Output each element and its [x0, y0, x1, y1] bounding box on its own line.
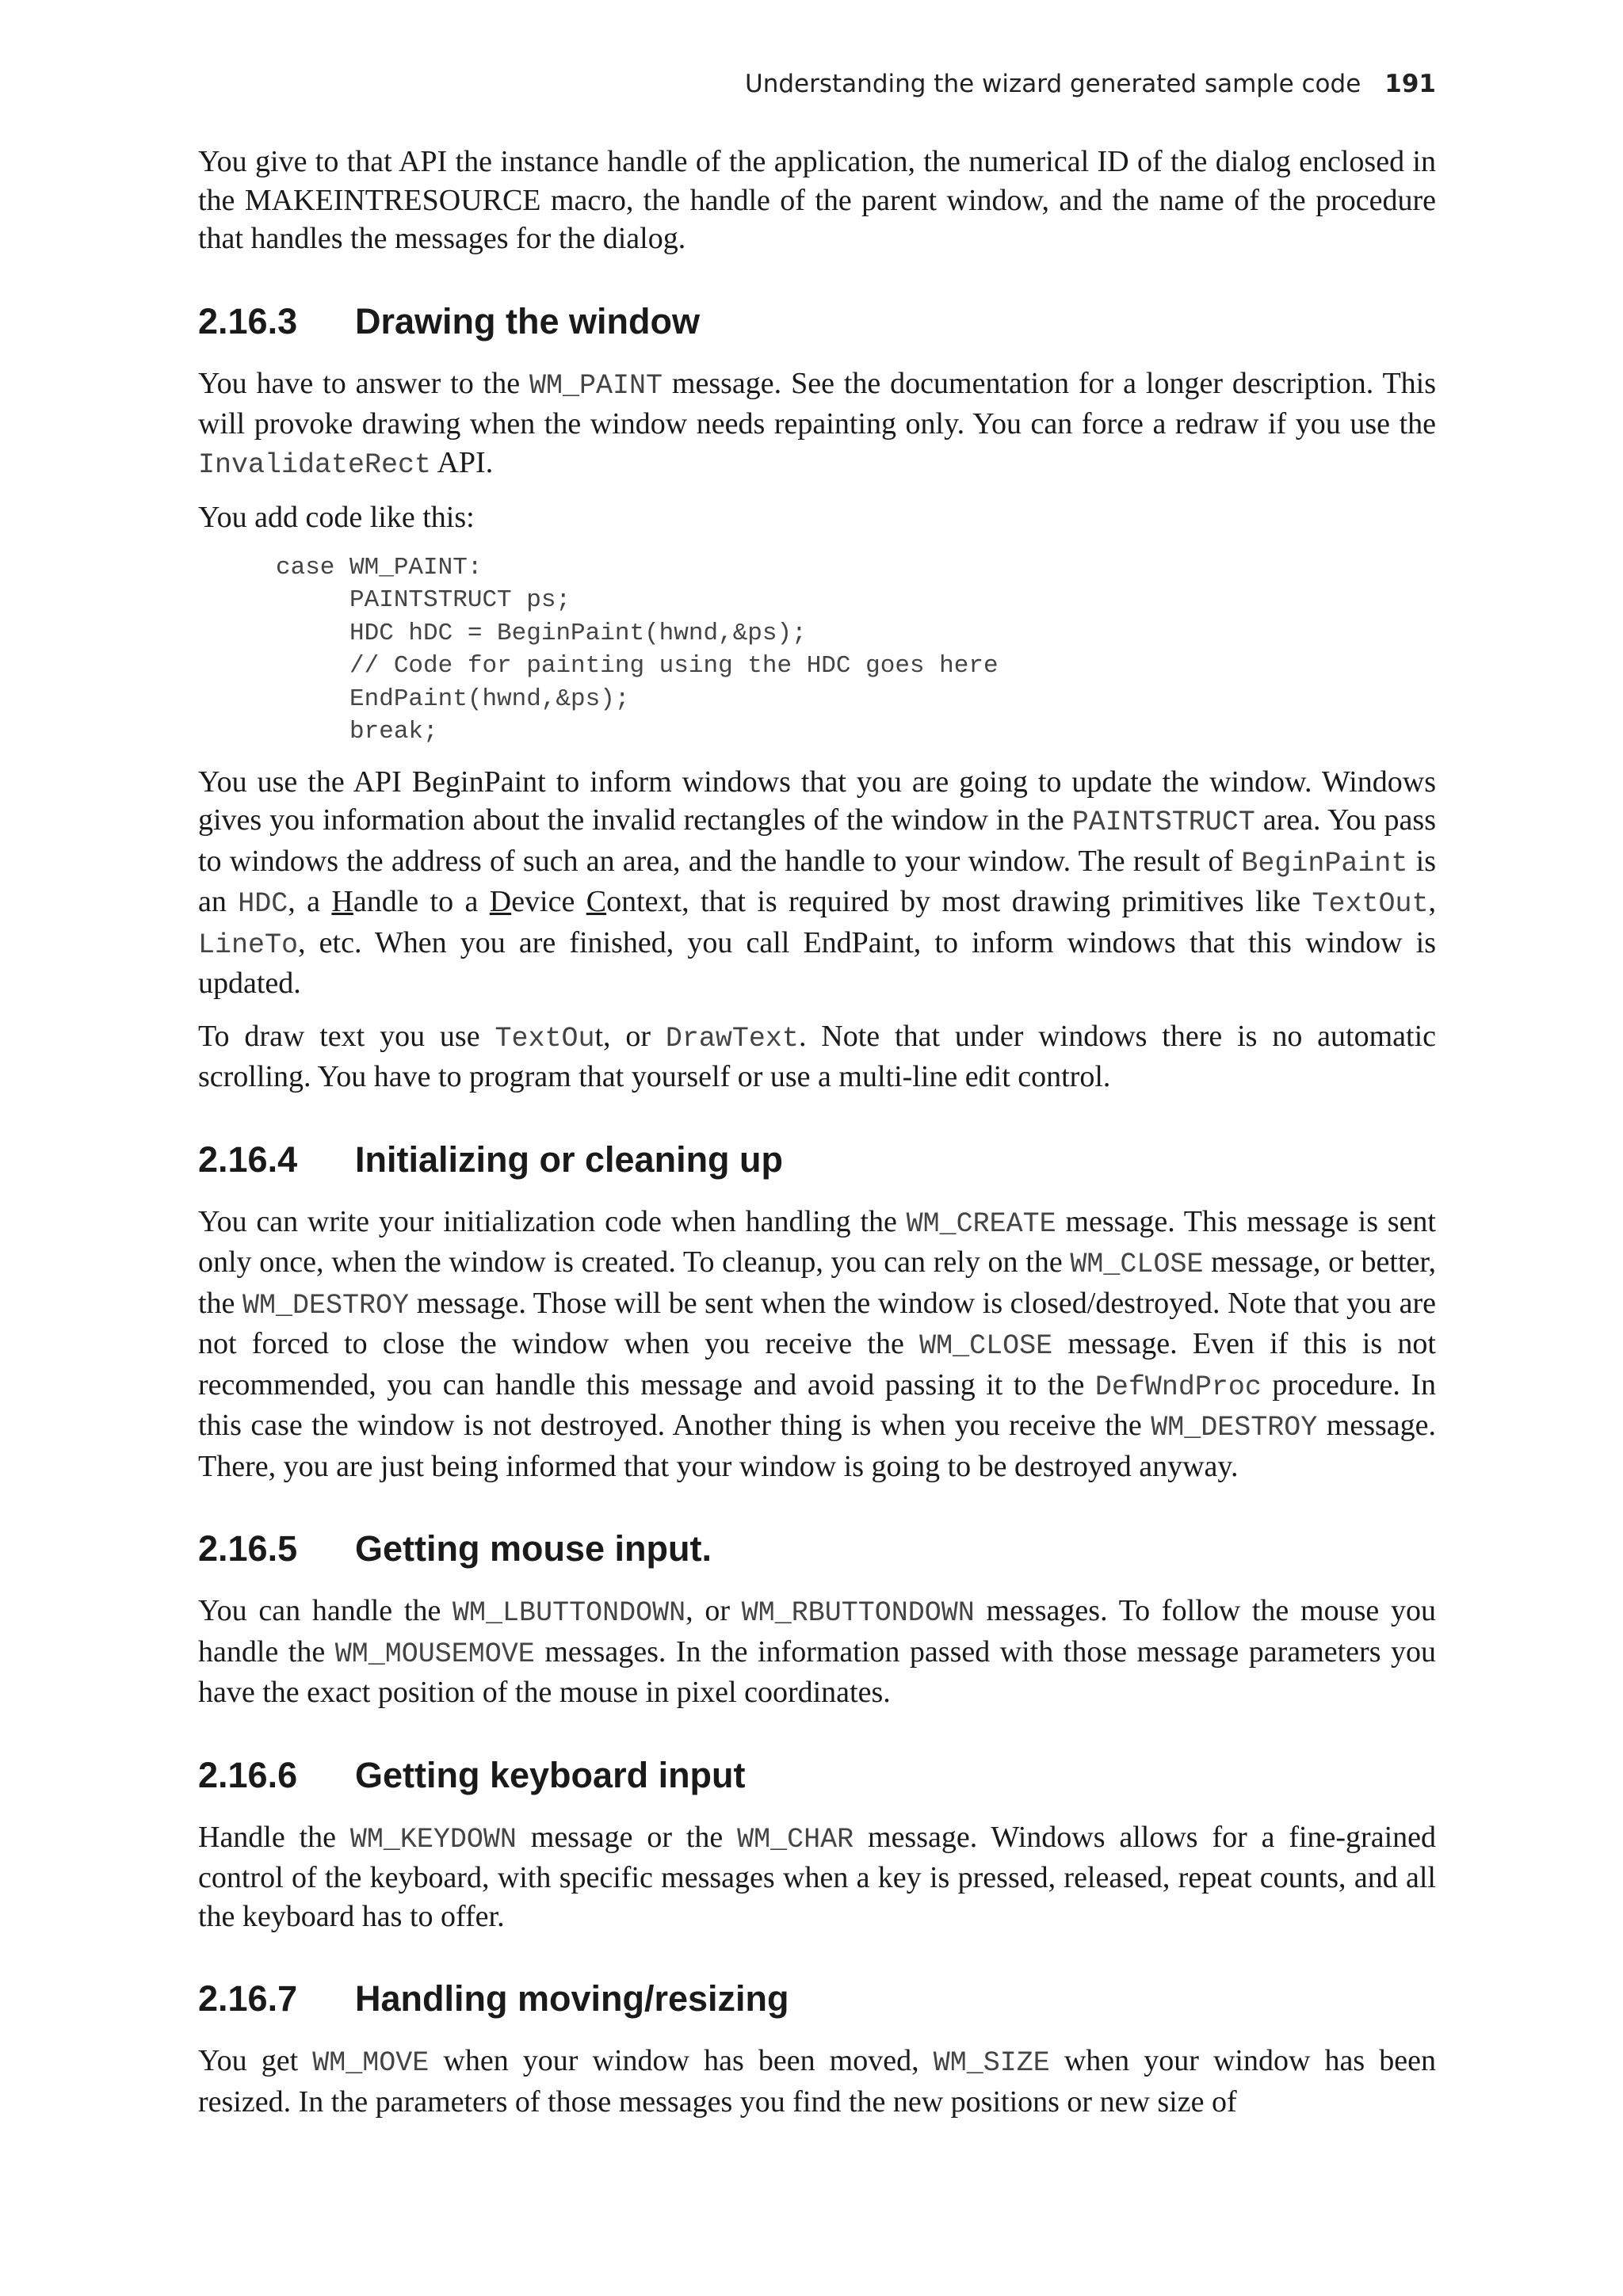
text-run: message. There, you are just being informed that your window is going to be destroyed anyway. — [198, 1409, 1437, 1483]
underlined-letter: C — [586, 885, 607, 918]
paragraph — [198, 1203, 1436, 1486]
text-run: when your window has been moved, — [429, 2044, 934, 2077]
paragraph — [198, 364, 1436, 485]
text-run: , — [1428, 885, 1436, 918]
inline-code: WM_RBUTTONDOWN — [741, 1597, 975, 1629]
text-run: evice — [511, 885, 586, 918]
text-run: message or the — [516, 1820, 738, 1854]
text-run: You use the API BeginPaint to inform windows that you are going to update the window. Windows gives you information about the invalid rectangles of the window in the — [198, 765, 1436, 837]
text-run: messages. To follow the mouse you handle the — [198, 1594, 1436, 1669]
section-number: 2.16.5 — [198, 1528, 298, 1569]
paragraph — [198, 1017, 1436, 1097]
inline-code: LineTo — [198, 929, 299, 961]
text-run: procedure. In this case the window is not destroyed. Another thing is when you receive the — [198, 1367, 1436, 1442]
text-run: , etc. When you are finished, you call EndPaint, to inform windows that this window is updated. — [198, 925, 1436, 1000]
paragraph: You add code like this: — [198, 501, 475, 534]
inline-code: WM_MOVE — [312, 2047, 430, 2079]
inline-code: WM_PAINT — [529, 369, 663, 402]
text-run: message. See the documentation for a longer description. This will provoke drawing when the window needs repainting only. You can force a redraw if you use the — [198, 366, 1437, 441]
text-run: andle to a — [353, 885, 490, 918]
section-heading-keyboard-input — [198, 1753, 1436, 1798]
inline-code: HDC — [238, 888, 288, 920]
paragraph — [198, 1818, 1436, 1936]
inline-code: WM_CREATE — [906, 1207, 1056, 1240]
code-block — [276, 551, 1436, 749]
code-line: // Code for painting using the HDC goes here — [276, 652, 999, 680]
intro-paragraph: You give to that API the instance handle of the application, the numerical ID of the dialog enclosed in the MAKEINTRESOURCE macro, the handle of the parent window, and the name of the procedure that handles the messages for the dialog. — [198, 145, 1436, 255]
running-title: Understanding the wizard generated sample code — [745, 70, 1361, 98]
inline-code: WM_DESTROY — [242, 1289, 410, 1322]
inline-code: WM_DESTROY — [1151, 1412, 1318, 1444]
text-run: when your window has been resized. In the parameters of those messages you find the new positions or new size of — [198, 2044, 1437, 2119]
section-title: Getting keyboard input — [355, 1754, 746, 1795]
paragraph — [198, 763, 1436, 1003]
section-number: 2.16.6 — [198, 1754, 298, 1795]
text-run: , or — [685, 1594, 742, 1627]
code-line: case WM_PAINT: — [276, 553, 483, 582]
inline-code: PAINTSTRUCT — [1071, 807, 1255, 838]
section-number: 2.16.7 — [198, 1978, 298, 2019]
inline-code: InvalidateRect — [198, 448, 432, 481]
section-heading-initializing — [198, 1138, 1436, 1182]
inline-code: WM_KEYDOWN — [349, 1823, 517, 1855]
text-run: message. This message is sent only once, when the window is created. To cleanup, you can rely on the — [198, 1204, 1436, 1279]
text-run: , a — [288, 885, 332, 918]
inline-code: WM_MOUSEMOVE — [334, 1638, 535, 1670]
page-number: 191 — [1384, 70, 1436, 98]
section-title: Initializing or cleaning up — [355, 1138, 784, 1180]
inline-code: BeginPaint — [1241, 847, 1408, 879]
text-run: To draw text you use — [198, 1019, 495, 1053]
section-title: Handling moving/resizing — [355, 1978, 789, 2019]
text-run: area. You pass to windows the address of such an area, and the handle to your window. The result of — [198, 803, 1436, 878]
section-heading-drawing-window — [198, 299, 1436, 344]
inline-code: DefWndProc — [1094, 1371, 1262, 1403]
inline-code: WM_CLOSE — [919, 1330, 1053, 1362]
code-line: EndPaint(hwnd,&ps); — [276, 685, 630, 713]
text-run: t, or — [594, 1019, 666, 1053]
section-number: 2.16.4 — [198, 1138, 298, 1180]
text-run: . Note that under windows there is no automatic scrolling. You have to program that yourself or use a multi-line edit control. — [198, 1019, 1436, 1093]
underlined-letter: D — [489, 885, 512, 918]
section-heading-moving-resizing — [198, 1977, 1436, 2021]
code-line: HDC hDC = BeginPaint(hwnd,&ps); — [276, 619, 807, 647]
running-header — [745, 70, 1436, 98]
text-run: message, or better, the — [198, 1245, 1436, 1320]
section-heading-mouse-input — [198, 1527, 1436, 1571]
code-line: PAINTSTRUCT ps; — [276, 586, 571, 614]
underlined-letter: H — [331, 885, 353, 918]
text-run: message. Even if this is not recommended, you can handle this message and avoid passing it to the — [198, 1327, 1436, 1402]
inline-code: TextOu — [495, 1022, 595, 1055]
section-title: Drawing the window — [355, 300, 700, 341]
text-run: You get — [198, 2044, 313, 2077]
text-run: Handle the — [198, 1820, 350, 1854]
inline-code: TextOut — [1312, 888, 1429, 920]
text-run: You have to answer to the — [198, 366, 529, 400]
code-line: break; — [276, 718, 438, 746]
page-content — [198, 143, 1436, 2135]
text-run: You can write your initialization code when handling the — [198, 1204, 907, 1238]
inline-code: WM_CHAR — [737, 1823, 854, 1855]
text-run: You can handle the — [198, 1594, 453, 1627]
text-run: is an — [198, 844, 1436, 918]
paragraph — [198, 2042, 1436, 2121]
inline-code: WM_LBUTTONDOWN — [453, 1597, 686, 1629]
inline-code: WM_SIZE — [933, 2047, 1050, 2079]
inline-code: WM_CLOSE — [1070, 1249, 1204, 1280]
text-run: ontext, that is required by most drawing primitives like — [606, 885, 1312, 918]
text-run: API. — [431, 445, 494, 479]
section-number: 2.16.3 — [198, 300, 298, 341]
text-run: message. Those will be sent when the window is closed/destroyed. Note that you are not forced to close the window when you receive the — [198, 1286, 1436, 1360]
text-run: messages. In the information passed with those message parameters you have the exact position of the mouse in pixel coordinates. — [198, 1634, 1436, 1709]
inline-code: DrawText — [665, 1022, 799, 1055]
section-title: Getting mouse input. — [355, 1528, 712, 1569]
text-run: message. Windows allows for a fine-grained control of the keyboard, with specific messages when a key is pressed, released, repeat counts, and all the keyboard has to offer. — [198, 1820, 1437, 1933]
paragraph — [198, 1592, 1436, 1712]
